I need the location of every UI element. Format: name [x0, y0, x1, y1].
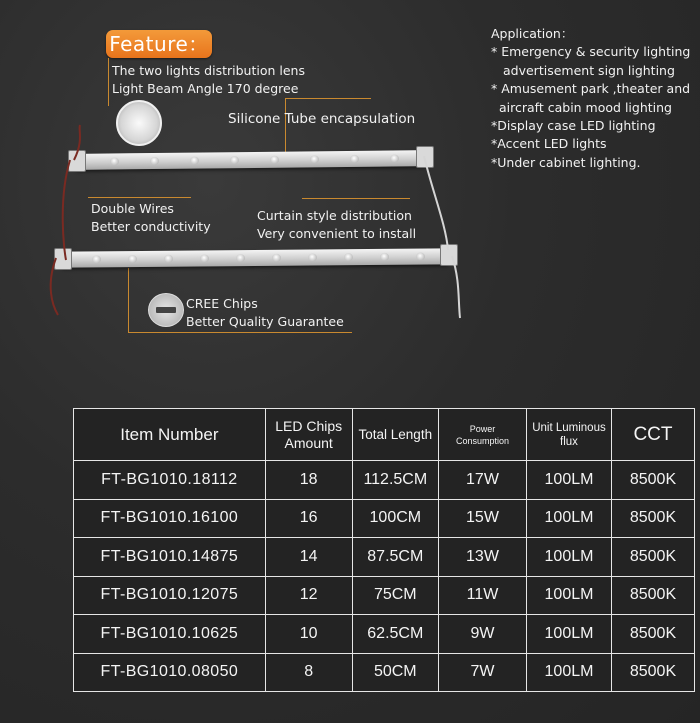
cell-chips: 12 [265, 576, 352, 615]
cell-cct: 8500K [611, 538, 694, 577]
header-cct: CCT [611, 409, 694, 461]
cree-chip-icon [148, 293, 184, 327]
callout-wires-line-2: Better conductivity [91, 219, 211, 234]
callout-curtain-line-2: Very convenient to install [257, 226, 417, 241]
cell-length: 50CM [352, 653, 438, 692]
cell-length: 87.5CM [352, 538, 438, 577]
cell-power: 13W [438, 538, 526, 577]
header-power-line-1: Power [469, 423, 496, 434]
callout-wires [91, 200, 211, 236]
callout-silicone [228, 110, 415, 128]
header-total-length: Total Length [352, 409, 438, 461]
cell-power: 7W [438, 653, 526, 692]
callout-line-lens-v [108, 58, 109, 106]
cell-chips: 18 [265, 461, 352, 500]
header-flux-line-2: flux [560, 435, 578, 448]
cell-cct: 8500K [611, 499, 694, 538]
cell-length: 62.5CM [352, 615, 438, 654]
cell-chips: 8 [265, 653, 352, 692]
application-line: advertisement sign lighting [503, 62, 675, 78]
cell-flux: 100LM [526, 576, 611, 615]
cell-flux: 100LM [526, 653, 611, 692]
connector-upper-left [68, 150, 86, 172]
cell-flux: 100LM [526, 615, 611, 654]
header-flux-line-1: Unit Luminous [532, 421, 606, 434]
cell-cct: 8500K [611, 576, 694, 615]
connector-lower-left [54, 248, 72, 270]
cell-length: 75CM [352, 576, 438, 615]
header-power [438, 409, 526, 461]
table-row [74, 615, 695, 654]
application-title: Application： [491, 26, 574, 41]
application-line: aircraft cabin mood lighting [499, 99, 672, 115]
header-item-number: Item Number [74, 409, 266, 461]
connector-upper-right [416, 146, 434, 168]
callout-lens-line-1: The two lights distribution lens [112, 63, 305, 78]
application-line: *Under cabinet lighting. [491, 154, 641, 170]
cell-chips: 10 [265, 615, 352, 654]
application-list [491, 25, 690, 172]
cell-power: 15W [438, 499, 526, 538]
callout-cree [186, 295, 344, 331]
cell-item: FT-BG1010.16100 [74, 499, 266, 538]
table-row [74, 538, 695, 577]
header-power-line-2: Consumption [455, 435, 509, 446]
cell-cct: 8500K [611, 653, 694, 692]
callout-silicone-line: Silicone Tube encapsulation [228, 111, 416, 127]
cell-length: 100CM [352, 499, 438, 538]
header-led-chips [265, 409, 352, 461]
cell-chips: 14 [265, 538, 352, 577]
table-row [74, 576, 695, 615]
led-bar-upper [76, 150, 428, 170]
callout-cree-line-1: CREE Chips [186, 296, 258, 311]
table-row [74, 499, 695, 538]
callout-line-wires [88, 197, 191, 198]
connector-lower-right [440, 244, 458, 266]
application-line: *Accent LED lights [491, 136, 607, 152]
callout-wires-line-1: Double Wires [91, 201, 174, 216]
cell-power: 9W [438, 615, 526, 654]
callout-curtain-line-1: Curtain style distribution [257, 208, 412, 223]
callout-curtain [257, 207, 416, 243]
cell-cct: 8500K [611, 615, 694, 654]
cell-flux: 100LM [526, 499, 611, 538]
header-led-chips-line-2: Amount [284, 434, 333, 451]
cell-chips: 16 [265, 499, 352, 538]
callout-lens [112, 62, 305, 98]
cell-flux: 100LM [526, 461, 611, 500]
cell-flux: 100LM [526, 538, 611, 577]
callout-line-silicone [285, 98, 371, 99]
cell-item: FT-BG1010.14875 [74, 538, 266, 577]
spec-table [73, 408, 695, 692]
table-header-row [74, 409, 695, 461]
application-line: *Display case LED lighting [491, 118, 656, 134]
header-flux [526, 409, 611, 461]
cell-power: 11W [438, 576, 526, 615]
cell-item: FT-BG1010.18112 [74, 461, 266, 500]
callout-line-cree-h [128, 332, 352, 333]
feature-badge [106, 30, 212, 58]
table-row [74, 653, 695, 692]
led-bar-lower [62, 248, 448, 267]
feature-badge-label: Feature： [109, 32, 209, 56]
cell-power: 17W [438, 461, 526, 500]
header-led-chips-line-1: LED Chips [275, 417, 343, 434]
cell-item: FT-BG1010.12075 [74, 576, 266, 615]
lens-closeup-icon [116, 100, 162, 146]
application-line: * Amusement park ,theater and [491, 81, 691, 97]
callout-lens-line-2: Light Beam Angle 170 degree [112, 81, 299, 96]
table-row [74, 461, 695, 500]
application-line: * Emergency & security lighting [491, 44, 691, 60]
cell-item: FT-BG1010.08050 [74, 653, 266, 692]
callout-line-cree-v [128, 268, 129, 332]
cell-length: 112.5CM [352, 461, 438, 500]
cell-item: FT-BG1010.10625 [74, 615, 266, 654]
callout-line-curtain [302, 198, 410, 199]
cell-cct: 8500K [611, 461, 694, 500]
callout-cree-line-2: Better Quality Guarantee [186, 314, 344, 329]
